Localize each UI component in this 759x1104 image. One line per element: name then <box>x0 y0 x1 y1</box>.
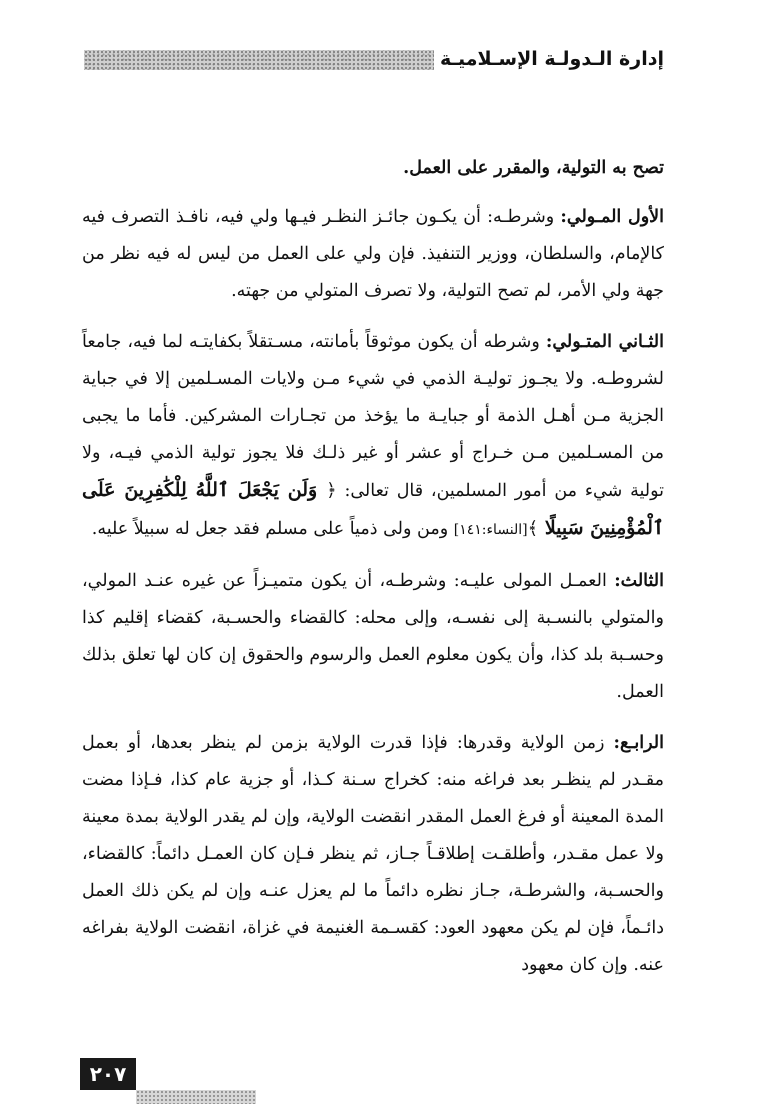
paragraph-text: وشرطه أن يكون موثوقاً بأمانته، مسـتقلاً بكفايتـه لما فيه، جامعاً لشروطـه. ولا يجـوز توليـة الذمي في شيء مـن ولايات المسـلمين إلا في جباية الجزية مـن أهـل الذمة أو جبايـة ما يؤخذ من تجـارات المشركين. فأما ما يجبى من المسـلمين مـن خـراج أو عشر أو غير ذلـك فلا يجوز تولية الذمي فيـه، ولا تولية شيء من أمور المسلمين، قال تعالى: <box>82 332 665 501</box>
footer-ornament <box>136 1090 256 1104</box>
paragraph-intro: تصح به التولية، والمقرر على العمل. <box>403 158 664 178</box>
quran-close-bracket: ﴾ <box>527 518 539 539</box>
verse-citation: [النساء:١٤١] <box>453 522 528 538</box>
paragraph-tail: ومن ولى ذمياً على مسلم فقد جعل له سبيلاً عليه. <box>91 519 454 539</box>
page-number: ٢٠٧ <box>80 1058 136 1090</box>
quran-open-bracket: ﴿ <box>326 480 337 501</box>
paragraph-text: وشرطـه: أن يكـون جائـز النظـر فيـها ولي فيه، نافـذ التصرف فيه كالإمام، والسلطان، ووزير التنفيذ. فإن ولي على العمل من ليس له فيه نظر من جهة ولي الأمر، لم تصح التولية، ولا تصرف المتولي من جهته. <box>82 207 664 301</box>
paragraph-second-condition <box>82 324 664 549</box>
paragraph-lead: الأول المـولي: <box>560 207 664 227</box>
running-header <box>84 44 674 78</box>
paragraph-text: زمن الولاية وقدرها: فإذا قدرت الولاية بزمن لم ينظر بعدها، أو بعمل مقـدر لم ينظـر بعد فراغه منه: كخراج سـنة كـذا، أو جزية عام كذا، فـإذا مضت المدة المعينة أو فرغ العمل المقدر انقضت الولاية، وإن لم يقدر الولاية بمدة معينة ولا عمل مقـدر، وأطلقـت إطلاقـاً جـاز، ثم ينظر فـإن كان العمـل دائماً: كالقضاء، والحسـبة، والشرطـة، جـاز نظره دائماً ما لم يعزل عنـه وإن لم يكن ذلك العمل دائـماً، فإن لم يكن معهود العود: كقسـمة الغنيمة في غزاة، انقضت الولاية بفراغه عنه. وإن كان معهود <box>82 733 664 975</box>
header-ornament <box>84 50 434 70</box>
paragraph-first-condition <box>82 199 664 310</box>
paragraph-lead: الثالث: <box>614 571 664 591</box>
page-body <box>82 150 664 998</box>
paragraph-fourth-condition <box>82 725 664 984</box>
paragraph-third-condition <box>82 563 664 711</box>
paragraph-lead: الرابـع: <box>613 733 664 753</box>
quran-verse: وَلَن يَجْعَلَ ٱللَّهُ لِلْكَٰفِرِينَ عَلَى ٱلْمُؤْمِنِينَ سَبِيلًا <box>82 479 664 539</box>
paragraph-text: العمـل المولى عليـه: وشرطـه، أن يكون متميـزاً عن غيره عنـد المولي، والمتولي بالنسـبة إلى نفسـه، وإلى محله: كالقضاء والحسـبة، كقضاء إقليم كذا وحسـبة بلد كذا، وأن يكون معلوم العمل والرسوم والحقوق إن كان لها تعلق بذلك العمل. <box>82 571 664 702</box>
paragraph-lead: الثـاني المتـولي: <box>545 332 664 352</box>
header-title: إدارة الـدولـة الإسـلاميـة <box>439 48 664 70</box>
